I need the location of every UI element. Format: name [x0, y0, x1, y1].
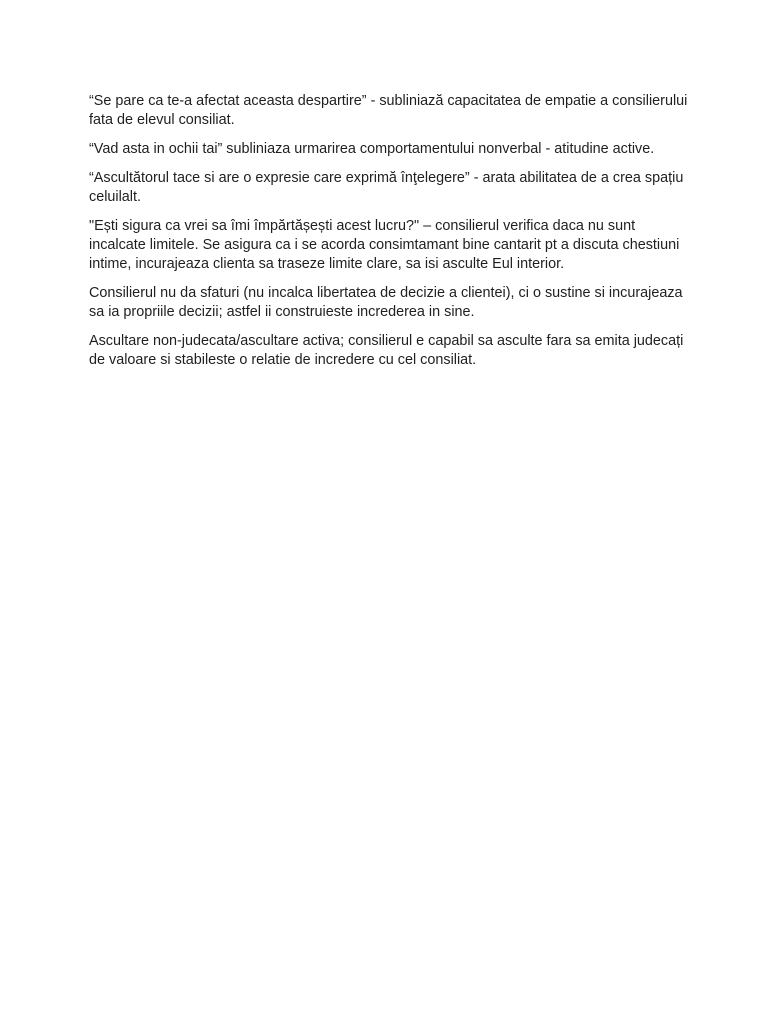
paragraph-active-listening: Ascultare non-judecata/ascultare activa; consilierul e capabil sa asculte fara sa emita judecați de valoare si stabileste o relatie de incredere cu cel consiliat.: [89, 333, 684, 368]
paragraph-listener-silence: “Ascultătorul tace si are o expresie care exprimă înţelegere” - arata abilitatea de a crea spațiu celuilalt.: [89, 170, 684, 205]
paragraph-boundaries: "Ești sigura ca vrei sa îmi împărtășești acest lucru?" – consilierul verifica daca nu sunt incalcate limitele. Se asigura ca i se acorda consimtamant bine cantarit pt a discuta chestiuni intime, incurajeaza clienta sa traseze limite clare, sa isi asculte Eul interior.: [89, 218, 680, 272]
paragraph-nonverbal: “Vad asta in ochii tai” subliniaza urmarirea comportamentului nonverbal - atitudine active.: [89, 141, 655, 157]
paragraph-empathy: “Se pare ca te-a afectat aceasta despartire” - subliniază capacitatea de empatie a consilierului fata de elevul consiliat.: [89, 93, 688, 128]
document-body: [89, 92, 689, 380]
paragraph-no-advice: Consilierul nu da sfaturi (nu incalca libertatea de decizie a clientei), ci o sustine si incurajeaza sa ia propriile decizii; astfel ii construieste increderea in sine.: [89, 285, 683, 320]
